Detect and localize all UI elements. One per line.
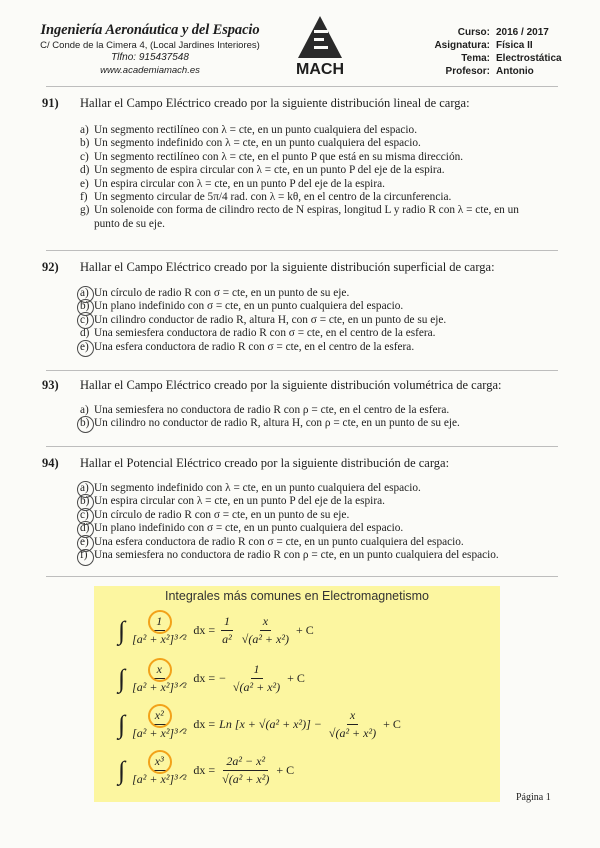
hand-circle-mark (77, 340, 94, 357)
problem-94-items (80, 482, 499, 562)
list-item: e) Una esfera conductora de radio R con σ = cte, en el centro de la esfera. (80, 340, 415, 353)
list-item: c) Un cilindro conductor de radio R, altura H, con σ = cte, en un punto de su eje. (80, 313, 447, 326)
highlight-circle-mark (148, 658, 172, 682)
hand-circle-mark (77, 312, 94, 329)
list-item: a) Un segmento indefinido con λ = cte, en un punto cualquiera del espacio. (80, 482, 421, 494)
mach-logo-icon (288, 14, 352, 78)
divider (46, 446, 558, 447)
list-item: a) Un círculo de radio R con σ = cte, en un punto de su eje. (80, 287, 350, 299)
page-number: Página 1 (516, 792, 551, 803)
school-name: Ingeniería Aeronáutica y del Espacio (40, 22, 260, 38)
problem-93-items (80, 404, 460, 431)
list-item: b) Un espira circular con λ = cte, en un punto P del eje de la espira. (80, 495, 385, 508)
problem-91-statement: Hallar el Campo Eléctrico creado por la siguiente distribución lineal de carga: (80, 96, 470, 110)
divider (46, 576, 558, 577)
integral-4: ∫ $\frac{\text{x³}}{\text{[a² + x²]³ᐟ²}}$ dx = $\frac{\text{2a² − x²}}{\text{√(a² + x²)}}$ + C (118, 754, 295, 786)
problem-92-number: 92) (42, 260, 59, 274)
list-item: e) Una esfera conductora de radio R con σ = cte, en un punto cualquiera del espacio. (80, 535, 464, 548)
course-info (418, 26, 562, 78)
info-row-course: Curso: 2016 / 2017 (457, 27, 549, 38)
list-item: a) Un segmento rectilíneo con λ = cte, en un punto cualquiera del espacio. (80, 124, 418, 136)
problem-93-statement: Hallar el Campo Eléctrico creado por la siguiente distribución volumétrica de carga: (80, 378, 502, 392)
list-item: b) Un plano indefinido con σ = cte, en un punto cualquiera del espacio. (80, 300, 404, 313)
school-header (30, 22, 270, 76)
list-item: b) Un segmento indefinido con λ = cte, en un punto cualquiera del espacio. (80, 137, 421, 150)
integral-2: ∫ $\frac{x}{\text{[a² + x²]³ᐟ²}}$ dx = − $\frac{1}{\text{√(a² + x²)}}$ + C (118, 662, 305, 694)
list-item: c) Un círculo de radio R con σ = cte, en un punto de su eje. (80, 508, 350, 521)
divider (46, 250, 558, 251)
list-item: d) Una semiesfera conductora de radio R con σ = cte, en el centro de la esfera. (80, 327, 436, 340)
hand-circle-mark (77, 549, 94, 566)
school-website: www.academiamach.es (100, 65, 200, 76)
list-item: e) Un espira circular con λ = cte, en un punto P del eje de la espira. (80, 177, 385, 190)
info-row-teacher: Profesor: Antonio (445, 66, 534, 77)
list-item: g) Un solenoide con forma de cilindro recto de N espiras, longitud L y radio R con λ = cte, en un (80, 204, 519, 217)
list-item: f) Un segmento circular de 5π/4 rad. con λ = kθ, en el centro de la circunferencia. (80, 191, 452, 204)
info-row-subject: Asignatura: Física II (434, 40, 533, 51)
problem-92-items (80, 287, 446, 354)
integral-3: ∫ $\frac{\text{x²}}{\text{[a² + x²]³ᐟ²}}$ dx = Ln [x + √(a² + x²)] − $\frac{x}{\text{√(a² + x²)}}$ + C (118, 708, 401, 740)
integral-1: ∫ $\frac{1}{\text{[a² + x²]³ᐟ²}}$ dx = $\frac{1}{\text{a²}}$ $\frac{x}{\text{√(a² + x²)}}$ + C (118, 614, 314, 646)
divider (46, 86, 558, 87)
problem-94-statement: Hallar el Potencial Eléctrico creado por la siguiente distribución de carga: (80, 456, 450, 470)
highlight-circle-mark (148, 704, 172, 728)
hand-circle-mark (77, 416, 94, 433)
logo-text: MACH (296, 61, 344, 78)
highlight-circle-mark (148, 610, 172, 634)
divider (46, 370, 558, 371)
problem-94-number: 94) (42, 456, 59, 470)
list-item: f) Una semiesfera no conductora de radio R con ρ = cte, en un punto cualquiera del espacio. (80, 549, 499, 562)
list-item: d) Un segmento de espira circular con λ = cte, en un punto P del eje de la espira. (80, 164, 445, 177)
list-item: a) Una semiesfera no conductora de radio R con ρ = cte, en el centro de la esfera. (80, 404, 450, 416)
problem-91-number: 91) (42, 96, 59, 110)
list-item: d) Un plano indefinido con σ = cte, en un punto cualquiera del espacio. (80, 522, 404, 535)
problem-92-statement: Hallar el Campo Eléctrico creado por la siguiente distribución superficial de carga: (80, 260, 495, 274)
school-phone: Tlfno: 915437548 (111, 52, 189, 63)
list-item: c) Un segmento rectilíneo con λ = cte, en el punto P que está en su misma dirección. (80, 150, 464, 163)
highlight-circle-mark (148, 750, 172, 774)
problem-91-items (80, 124, 519, 231)
integrals-title: Integrales más comunes en Electromagnetismo (164, 589, 429, 603)
info-row-topic: Tema: Electrostática (461, 53, 562, 64)
mach-logo (288, 14, 352, 78)
school-address: C/ Conde de la Cimera 4, (Local Jardines Interiores) (40, 40, 260, 51)
list-item: punto de su eje. (94, 217, 165, 230)
list-item: b) Un cilindro no conductor de radio R, altura H, con ρ = cte, en un punto de su eje. (80, 417, 460, 430)
problem-93-number: 93) (42, 378, 59, 392)
